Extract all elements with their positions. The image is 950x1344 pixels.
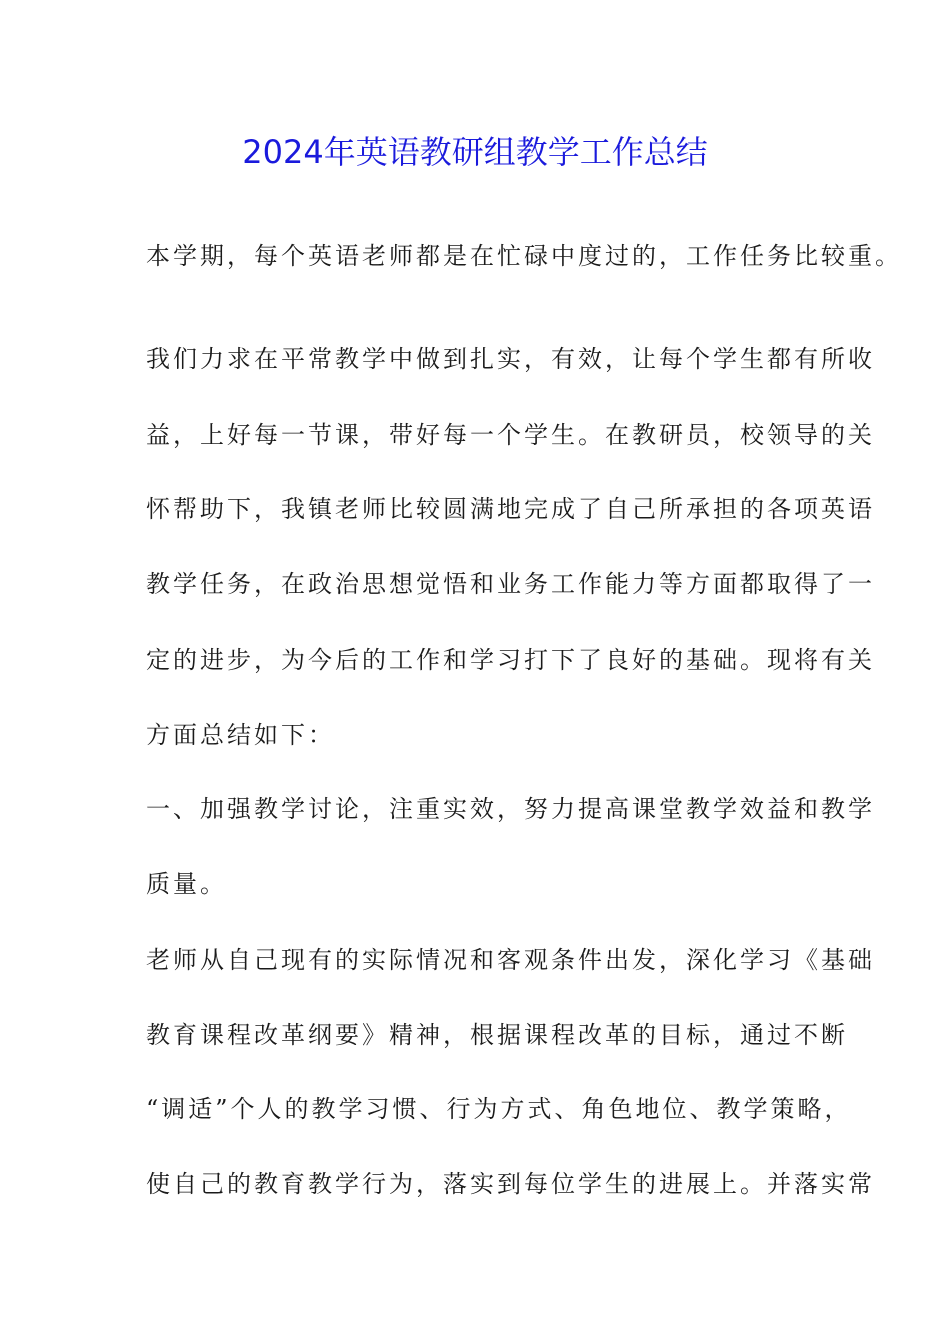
paragraph-line: 本学期，每个英语老师都是在忙碌中度过的，工作任务比较重。 bbox=[146, 242, 902, 270]
paragraph-line: “调适”个人的教学习惯、行为方式、角色地位、教学策略， bbox=[146, 1095, 852, 1123]
section-heading-line: 一、加强教学讨论，注重实效，努力提高课堂教学效益和教学 bbox=[146, 795, 875, 823]
paragraph-line: 我们力求在平常教学中做到扎实，有效，让每个学生都有所收 bbox=[146, 345, 875, 373]
paragraph-line: 老师从自己现有的实际情况和客观条件出发，深化学习《基础 bbox=[146, 946, 875, 974]
paragraph-line: 方面总结如下： bbox=[146, 721, 335, 749]
paragraph-line: 益，上好每一节课，带好每一个学生。在教研员，校领导的关 bbox=[146, 421, 875, 449]
section-heading-line: 质量。 bbox=[146, 870, 227, 898]
paragraph-line: 怀帮助下，我镇老师比较圆满地完成了自己所承担的各项英语 bbox=[146, 495, 875, 523]
paragraph-line: 定的进步，为今后的工作和学习打下了良好的基础。现将有关 bbox=[146, 646, 875, 674]
page-title: 2024年英语教研组教学工作总结 bbox=[242, 133, 708, 171]
paragraph-line: 使自己的教育教学行为，落实到每位学生的进展上。并落实常 bbox=[146, 1170, 875, 1198]
paragraph-line: 教学任务，在政治思想觉悟和业务工作能力等方面都取得了一 bbox=[146, 570, 875, 598]
paragraph-line: 教育课程改革纲要》精神，根据课程改革的目标，通过不断 bbox=[146, 1021, 848, 1049]
